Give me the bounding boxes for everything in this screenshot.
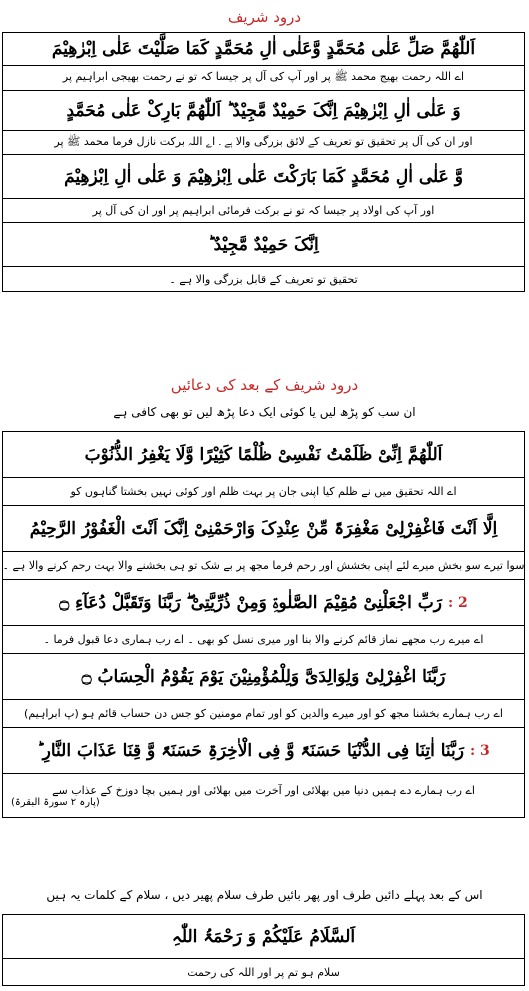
- section-subtitle: ان سب کو پڑھ لیں یا کوئی ایک دعا پڑھ لیں تو بھی کافی ہے: [113, 405, 416, 419]
- urdu-translation: اور آپ کی اولاد پر جیسا کہ تو نے برکت فرمائی ابراہیم پر اور ان کی آل پر: [3, 199, 524, 223]
- urdu-translation: اے اللہ تحقیق میں نے ظلم کیا اپنی جان پر بہت ظلم اور کوئی نہیں بخشتا گناہوں کو: [3, 478, 524, 506]
- arabic-text: رَبَّنَا اٰتِنَا فِی الدُّنْیَا حَسَنَۃً وَّ فِی الْاٰخِرَۃِ حَسَنَۃً وَّ قِنَا عَذَابَ النَّارِ ؕ: [37, 741, 464, 761]
- dua-number: 2 :: [447, 594, 468, 611]
- salam-intro: اس کے بعد پہلے دائیں طرف اور پھر بائیں طرف سلام پھیر دیں ، سلام کے کلمات یہ ہیں: [46, 888, 483, 902]
- urdu-translation-with-ref: [3, 774, 524, 817]
- salam-box: [2, 914, 525, 986]
- arabic-line: اِلَّا اَنْتَ فَاغْفِرْلِیْ مَغْفِرَۃً مِّنْ عِنْدِکَ وَارْحَمْنِیْ اِنَّکَ اَنْتَ الْغَفُوْرُ الرَّحِیْمُ: [3, 506, 524, 552]
- urdu-translation: اے رب ہمارے بخشنا مجھ کو اور میرے والدین کو اور تمام مومنین کو جس دن حساب قائم ہو (پ ابراہیم): [3, 700, 524, 728]
- urdu-translation: اے اللہ رحمت بھیج محمد ﷺ پر اور آپ کی آل پر جیسا کہ تو نے رحمت بھیجی ابراہیم پر: [3, 66, 524, 91]
- arabic-line: اَللّٰھُمَّ اِنِّیْ ظَلَمْتُ نَفْسِیْ ظُلْمًا کَثِیْرًا وَّلَا یَغْفِرُ الذُّنُوْبَ: [3, 432, 524, 478]
- arabic-line: اَلسَّلَامُ عَلَیْکُمْ وَ رَحْمَۃُ اللّٰہِ: [3, 915, 524, 959]
- arabic-line: وَ عَلٰی اٰلِ اِبْرٰھِیْمَ اِنَّکَ حَمِیْدٌ مَّجِیْدٌ ؕ اَللّٰھُمَّ بَارِکْ عَلٰی مُحَمَّدٍ: [3, 91, 524, 131]
- arabic-line: رَبَّنَا اغْفِرْلِیْ وَلِوَالِدَیَّ وَلِلْمُؤْمِنِیْنَ یَوْمَ یَقُوْمُ الْحِسَابُ ۝: [3, 654, 524, 700]
- section-title-duas: درود شریف کے بعد کی دعائیں: [170, 376, 359, 394]
- arabic-line: اِنَّکَ حَمِیْدٌ مَّجِیْدٌ ؕ: [3, 223, 524, 267]
- quran-reference: (پارہ ۲ سورۃ البقرۃ): [11, 796, 100, 808]
- urdu-translation: اور ان کی آل پر تحقیق تو تعریف کے لائق بزرگی والا ہے ۔ اے اللہ برکت نازل فرما محمد ﷺ پر: [3, 131, 524, 155]
- durood-box: [2, 32, 525, 292]
- dua-3-line: [3, 728, 524, 774]
- arabic-line: اَللّٰھُمَّ صَلِّ عَلٰی مُحَمَّدٍ وَّعَلٰی اٰلِ مُحَمَّدٍ کَمَا صَلَّیْتَ عَلٰی اِبْرٰھِیْمَ: [3, 33, 524, 66]
- urdu-translation: اے میرے رب مجھے نماز قائم کرنے والا بنا اور میری نسل کو بھی ۔ اے رب ہماری دعا قبول فرما ۔: [3, 626, 524, 654]
- dua-number: 3 :: [470, 742, 490, 759]
- urdu-translation: تحقیق تو تعریف کے قابل بزرگی والا ہے ۔: [169, 272, 358, 286]
- arabic-line: وَّ عَلٰی اٰلِ مُحَمَّدٍ کَمَا بَارَکْتَ عَلٰی اِبْرٰھِیْمَ وَ عَلٰی اٰلِ اِبْرٰھِیْمَ: [3, 155, 524, 199]
- urdu-text: اے رب ہمارے دے ہمیں دنیا میں بھلائی اور آخرت میں بھلائی اور ہمیں بچا دوزخ کے عذاب سے: [52, 783, 475, 797]
- urdu-translation: سوا تیرے سو بخش میرے لئے اپنی بخشش اور رحم فرما مجھ پر بے شک تو ہی بخشنے والا بہت رحم کرنے والا ہے ۔: [3, 552, 524, 580]
- urdu-translation: سلام ہو تم پر اور اللہ کی رحمت: [187, 965, 340, 979]
- arabic-text: رَبِّ اجْعَلْنِیْ مُقِیْمَ الصَّلٰوۃِ وَمِنْ ذُرِّیَّتِیْ ۖ رَبَّنَا وَتَقَبَّلْ دُعَآءِ ۝: [59, 593, 442, 613]
- duas-box: [2, 431, 525, 818]
- section-title-durood: درود شریف: [227, 8, 302, 26]
- dua-2-line: [3, 580, 524, 626]
